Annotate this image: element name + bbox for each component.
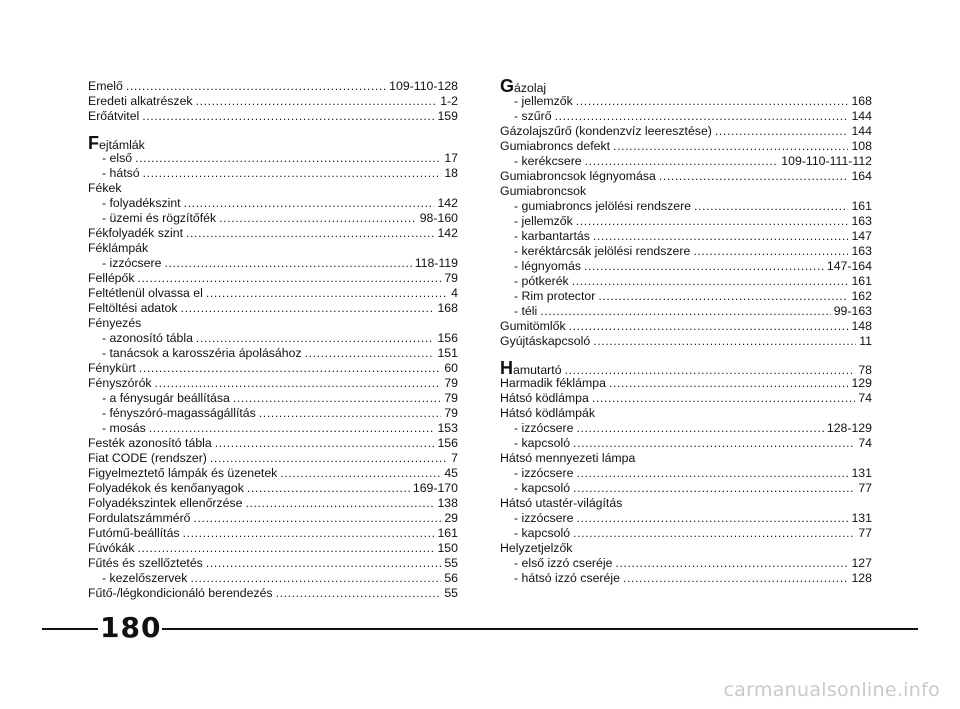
index-entry-label: Hátsó mennyezeti lámpa: [500, 451, 636, 465]
index-entry-label: - szűrő: [514, 109, 552, 123]
dot-leader: [259, 406, 442, 421]
dot-leader: [190, 571, 441, 586]
index-entry-label: - hátsó: [102, 166, 140, 180]
index-entry-page: 144: [851, 109, 872, 123]
dot-leader: [592, 391, 855, 406]
index-entry-page: 147: [851, 229, 872, 243]
dot-leader: [137, 541, 434, 556]
dot-leader: [210, 451, 448, 466]
index-entry-label: - azonosító tábla: [102, 331, 193, 345]
index-entry: [88, 226, 458, 241]
index-entry-label: - első: [102, 151, 133, 165]
index-subentry: [500, 421, 872, 436]
index-entry: [88, 301, 458, 316]
index-entry-page: 77: [858, 526, 872, 540]
index-entry-page: 151: [437, 346, 458, 360]
index-entry: [88, 511, 458, 526]
index-entry-label: Fényezés: [88, 316, 142, 330]
index-subentry: [500, 154, 872, 169]
dot-leader: [219, 211, 417, 226]
index-subentry: [500, 526, 872, 541]
index-letter-rest: ázolaj: [514, 81, 547, 95]
dot-leader: [623, 571, 849, 586]
index-entry-label: Festék azonosító tábla: [88, 436, 212, 450]
dot-leader: [305, 346, 435, 361]
index-entry-page: 60: [444, 361, 458, 375]
index-entry-label: Gumiabroncsok légnyomása: [500, 169, 656, 183]
index-letter-heading: [500, 76, 872, 96]
dot-leader: [572, 274, 849, 289]
index-subentry: [88, 166, 458, 181]
dot-leader: [143, 166, 442, 181]
index-entry-label: Erőátvitel: [88, 109, 140, 123]
dot-leader: [206, 556, 441, 571]
dot-leader: [555, 109, 849, 124]
index-subentry: [500, 481, 872, 496]
index-entry: [88, 79, 458, 94]
index-subentry: [88, 421, 458, 436]
index-entry-page: 161: [851, 199, 872, 213]
index-entry: [88, 316, 458, 331]
index-entry-page: 77: [858, 481, 872, 495]
index-subentry: [500, 436, 872, 451]
index-entry-page: 128-129: [826, 421, 872, 435]
index-entry-page: 164: [851, 169, 872, 183]
dot-leader: [233, 391, 441, 406]
index-entry-label: - kapcsoló: [514, 526, 571, 540]
index-entry-page: 17: [444, 151, 458, 165]
dot-leader: [183, 526, 435, 541]
dot-leader: [573, 526, 855, 541]
index-entry: [500, 406, 872, 421]
index-letter-rest: amutartó: [513, 363, 562, 377]
index-entry-page: 131: [851, 466, 872, 480]
dot-leader: [149, 421, 435, 436]
dot-leader: [247, 481, 410, 496]
index-letter-initial: H: [500, 358, 513, 378]
index-entry: [500, 139, 872, 154]
index-entry: [500, 319, 872, 334]
index-entry-label: - kapcsoló: [514, 436, 571, 450]
index-entry-page: 45: [444, 466, 458, 480]
index-entry: [88, 556, 458, 571]
index-subentry: [88, 196, 458, 211]
index-entry-label: - téli: [514, 304, 538, 318]
index-entry-label: - kapcsoló: [514, 481, 571, 495]
footer-rule-right: [162, 628, 918, 630]
index-entry-label: - jellemzők: [514, 214, 573, 228]
index-entry-page: 138: [437, 496, 458, 510]
index-entry-label: Folyadékok és kenőanyagok: [88, 481, 244, 495]
index-entry: [88, 181, 458, 196]
index-entry: [500, 496, 872, 511]
index-entry-page: 79: [444, 391, 458, 405]
index-entry-page: 131: [851, 511, 872, 525]
index-subentry: [500, 571, 872, 586]
dot-leader: [693, 244, 848, 259]
index-entry-label: Emelő: [88, 79, 123, 93]
index-subentry: [500, 289, 872, 304]
index-subentry: [500, 229, 872, 244]
dot-leader: [139, 361, 441, 376]
index-entry-page: 79: [444, 376, 458, 390]
dot-leader: [135, 151, 441, 166]
index-column-right: [500, 76, 872, 586]
index-entry-page: 109-110-111-112: [781, 154, 872, 168]
index-letter-rest: ejtámlák: [99, 138, 145, 152]
index-entry-label: - izzócsere: [514, 511, 574, 525]
index-entry-page: 108: [851, 139, 872, 153]
index-entry-page: 128: [851, 571, 872, 585]
index-entry: [88, 496, 458, 511]
dot-leader: [576, 421, 823, 436]
index-letter-initial: F: [88, 133, 99, 153]
index-entry-page: 129: [851, 376, 872, 390]
index-entry-label: Futómű-beállítás: [88, 526, 180, 540]
index-entry-page: 159: [437, 109, 458, 123]
dot-leader: [126, 79, 386, 94]
index-entry-page: 7: [451, 451, 458, 465]
index-entry-label: Fordulatszámmérő: [88, 511, 191, 525]
dot-leader: [593, 229, 849, 244]
dot-leader: [584, 259, 824, 274]
index-subentry: [500, 274, 872, 289]
index-entry-page: 142: [437, 226, 458, 240]
index-entry: [88, 436, 458, 451]
index-subentry: [88, 256, 458, 271]
dot-leader: [164, 256, 411, 271]
index-entry-page: 148: [851, 319, 872, 333]
dot-leader: [194, 511, 442, 526]
index-entry-page: 168: [851, 94, 872, 108]
index-letter-initial: G: [500, 76, 515, 96]
dot-leader: [280, 466, 441, 481]
index-entry: [500, 541, 872, 556]
dot-leader: [576, 511, 848, 526]
dot-leader: [593, 334, 856, 349]
index-entry-label: - kerékcsere: [514, 154, 582, 168]
index-entry-label: Fúvókák: [88, 541, 135, 555]
index-entry-label: - a fénysugár beállítása: [102, 391, 230, 405]
index-entry: [88, 286, 458, 301]
index-entry-page: 162: [851, 289, 872, 303]
index-entry-page: 56: [444, 571, 458, 585]
watermark: carmanualsonline.info: [723, 679, 940, 701]
dot-leader: [598, 289, 848, 304]
index-entry-page: 144: [851, 124, 872, 138]
index-entry-label: Fékek: [88, 181, 122, 195]
dot-leader: [576, 94, 849, 109]
dot-leader: [137, 271, 441, 286]
index-entry-label: - gumiabroncs jelölési rendszere: [514, 199, 692, 213]
dot-leader: [186, 226, 434, 241]
dot-leader: [573, 481, 855, 496]
index-entry-page: 11: [859, 334, 872, 348]
index-entry: [88, 361, 458, 376]
dot-leader: [613, 139, 848, 154]
index-entry-label: Folyadékszintek ellenőrzése: [88, 496, 243, 510]
index-entry-page: 147-164: [826, 259, 872, 273]
index-entry: [88, 376, 458, 391]
index-entry-label: Fűtés és szellőztetés: [88, 556, 203, 570]
index-subentry: [88, 406, 458, 421]
index-subentry: [88, 331, 458, 346]
dot-leader: [540, 304, 830, 319]
index-entry-label: Figyelmeztető lámpák és üzenetek: [88, 466, 278, 480]
index-entry-page: 55: [444, 586, 458, 600]
index-entry: [88, 466, 458, 481]
index-subentry: [88, 571, 458, 586]
index-entry: [88, 586, 458, 601]
index-entry: [500, 169, 872, 184]
dot-leader: [196, 331, 435, 346]
index-subentry: [500, 214, 872, 229]
section-gap: [88, 124, 458, 136]
dot-leader: [585, 154, 779, 169]
index-subentry: [500, 511, 872, 526]
index-entry-page: 156: [437, 331, 458, 345]
index-entry-page: 29: [444, 511, 458, 525]
index-entry-label: Gázolajszűrő (kondenzvíz leeresztése): [500, 124, 712, 138]
index-subentry: [500, 244, 872, 259]
dot-leader: [142, 109, 434, 124]
index-entry-label: Fényszórók: [88, 376, 152, 390]
index-entry: [88, 481, 458, 496]
index-entry-label: - mosás: [102, 421, 146, 435]
dot-leader: [276, 586, 442, 601]
index-entry-label: - kezelőszervek: [102, 571, 188, 585]
index-subentry: [88, 211, 458, 226]
dot-leader: [569, 319, 849, 334]
index-entry-label: - keréktárcsák jelölési rendszere: [514, 244, 691, 258]
dot-leader: [615, 556, 848, 571]
dot-leader: [245, 496, 434, 511]
index-subentry: [500, 466, 872, 481]
index-entry-label: - pótkerék: [514, 274, 569, 288]
index-entry-label: Fiat CODE (rendszer): [88, 451, 207, 465]
index-entry-label: - Rim protector: [514, 289, 596, 303]
index-entry-label: - folyadékszint: [102, 196, 181, 210]
index-entry-page: 127: [851, 556, 872, 570]
index-entry-label: Feltöltési adatok: [88, 301, 178, 315]
index-entry-page: 163: [851, 214, 872, 228]
index-entry-label: Gumiabroncs defekt: [500, 139, 611, 153]
index-entry: [88, 271, 458, 286]
index-entry-label: Gumiabroncsok: [500, 184, 587, 198]
index-entry: [88, 241, 458, 256]
index-entry-label: Harmadik féklámpa: [500, 376, 606, 390]
index-entry-label: - izzócsere: [102, 256, 162, 270]
index-entry-label: - üzemi és rögzítőfék: [102, 211, 217, 225]
index-entry-page: 118-119: [414, 256, 458, 270]
index-entry: [500, 451, 872, 466]
index-entry-page: 55: [444, 556, 458, 570]
index-entry-page: 169-170: [412, 481, 458, 495]
index-entry-label: Fűtő-/légkondicionáló berendezés: [88, 586, 273, 600]
index-entry-label: - karbantartás: [514, 229, 590, 243]
index-entry-label: Eredeti alkatrészek: [88, 94, 193, 108]
index-column-left: [88, 79, 458, 601]
index-entry-page: 18: [444, 166, 458, 180]
index-subentry: [88, 346, 458, 361]
index-entry-page: 98-160: [419, 211, 458, 225]
index-entry-page: 109-110-128: [389, 79, 458, 93]
index-entry-label: Fellépők: [88, 271, 135, 285]
footer-rule-left: [42, 628, 98, 630]
index-entry: [500, 376, 872, 391]
index-entry-page: 153: [437, 421, 458, 435]
index-entry-label: - tanácsok a karosszéria ápolásához: [102, 346, 302, 360]
dot-leader: [576, 214, 849, 229]
index-subentry: [500, 304, 872, 319]
index-entry-label: Fénykürt: [88, 361, 136, 375]
index-subentry: [500, 556, 872, 571]
index-entry: [88, 94, 458, 109]
index-entry-label: - hátsó izzó cseréje: [514, 571, 620, 585]
index-entry-label: - izzócsere: [514, 466, 574, 480]
index-entry-page: 150: [437, 541, 458, 555]
index-entry-label: - fényszóró-magasságállítás: [102, 406, 256, 420]
index-entry: [88, 541, 458, 556]
index-entry-label: Gyújtáskapcsoló: [500, 334, 591, 348]
dot-leader: [196, 94, 438, 109]
dot-leader: [573, 436, 855, 451]
index-entry-page: 161: [851, 274, 872, 288]
index-entry: [500, 184, 872, 199]
dot-leader: [659, 169, 849, 184]
index-entry-page: 161: [437, 526, 458, 540]
dot-leader: [715, 124, 849, 139]
index-subentry: [88, 391, 458, 406]
index-entry-label: - első izzó cseréje: [514, 556, 613, 570]
index-entry: [88, 451, 458, 466]
index-entry-label: Féklámpák: [88, 241, 149, 255]
index-entry-page: 78: [858, 363, 872, 377]
index-entry-page: 99-163: [833, 304, 872, 318]
dot-leader: [181, 301, 435, 316]
index-subentry: [500, 199, 872, 214]
dot-leader: [694, 199, 848, 214]
index-subentry: [500, 259, 872, 274]
index-entry-label: Fékfolyadék szint: [88, 226, 184, 240]
index-entry-page: 156: [437, 436, 458, 450]
index-entry-label: - izzócsere: [514, 421, 574, 435]
index-entry-label: Gumitömlők: [500, 319, 566, 333]
index-entry-label: - jellemzők: [514, 94, 573, 108]
index-entry-page: 74: [858, 436, 872, 450]
dot-leader: [206, 286, 448, 301]
dot-leader: [609, 376, 849, 391]
index-letter-heading: [500, 358, 872, 378]
index-entry-page: 1-2: [440, 94, 458, 108]
index-entry-page: 79: [444, 271, 458, 285]
index-entry-label: Helyzetjelzők: [500, 541, 573, 555]
index-entry: [500, 391, 872, 406]
index-entry-page: 4: [451, 286, 458, 300]
index-entry: [500, 334, 872, 349]
index-subentry: [500, 109, 872, 124]
index-entry-label: Feltétlenül olvassa el: [88, 286, 203, 300]
index-entry: [500, 124, 872, 139]
index-entry-label: Hátsó utastér-világítás: [500, 496, 623, 510]
index-entry-label: - légnyomás: [514, 259, 581, 273]
index-entry-page: 74: [858, 391, 872, 405]
index-entry: [88, 526, 458, 541]
index-entry-label: Hátsó ködlámpák: [500, 406, 596, 420]
dot-leader: [215, 436, 435, 451]
section-gap: [500, 349, 872, 361]
index-letter-heading: [88, 133, 458, 153]
dot-leader: [184, 196, 435, 211]
index-entry-page: 142: [437, 196, 458, 210]
index-entry-page: 168: [437, 301, 458, 315]
index-entry-page: 163: [851, 244, 872, 258]
index-entry: [88, 109, 458, 124]
page-number: 180: [100, 611, 162, 644]
dot-leader: [155, 376, 442, 391]
dot-leader: [576, 466, 848, 481]
index-entry-page: 79: [444, 406, 458, 420]
index-entry-label: Hátsó ködlámpa: [500, 391, 589, 405]
index-subentry: [500, 94, 872, 109]
index-subentry: [88, 151, 458, 166]
